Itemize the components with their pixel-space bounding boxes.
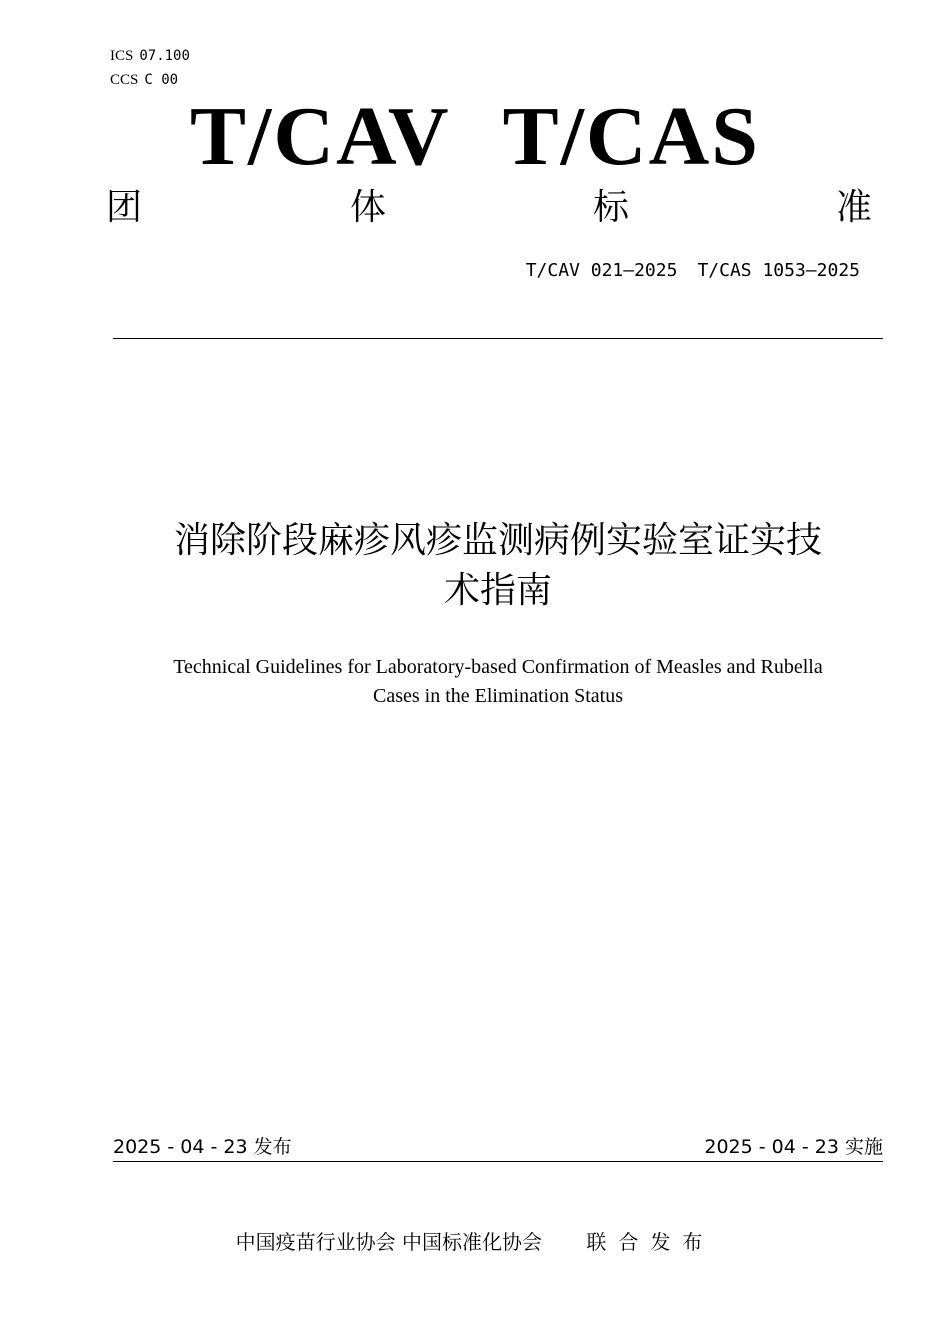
publish-date: 2025 - 04 - 23 发布: [113, 1136, 292, 1158]
ccs-value: C 00: [144, 72, 179, 88]
standard-number-cav: T/CAV 021—2025: [525, 260, 678, 281]
title-english: [110, 653, 886, 711]
top-divider: [113, 338, 883, 339]
issuer-org-2: 中国标准化协会: [402, 1230, 542, 1254]
standard-logo: [0, 92, 950, 182]
title-cn-line-1: 消除阶段麻疹风疹监测病例实验室证实技: [173, 520, 822, 561]
standard-number-cas: T/CAS 1053—2025: [697, 260, 860, 281]
ccs-line: [110, 70, 178, 90]
implement-date: 2025 - 04 - 23 实施: [704, 1136, 883, 1158]
title-cn-line-2: 术指南: [443, 570, 552, 611]
logo-cas: T/CAS: [502, 90, 760, 183]
category-char-1: 团: [106, 187, 143, 228]
bottom-divider: [113, 1161, 883, 1162]
standard-numbers: [526, 260, 860, 281]
title-en-line-1: Technical Guidelines for Laboratory-based Confirmation of Measles and Rubella: [173, 656, 823, 678]
ccs-label: CCS: [110, 72, 139, 88]
ics-line: [110, 46, 190, 66]
category-char-3: 标: [593, 187, 630, 228]
logo-cav: T/CAV: [190, 90, 451, 183]
category-char-4: 准: [836, 187, 873, 228]
issuer-org-1: 中国疫苗行业协会: [235, 1230, 396, 1254]
joint-issue-label: 联合发布: [586, 1230, 715, 1254]
title-chinese: [110, 516, 886, 616]
issuer-line: [0, 1226, 950, 1255]
ics-label: ICS: [110, 48, 134, 64]
category-char-2: 体: [350, 187, 387, 228]
title-en-line-2: Cases in the Elimination Status: [373, 685, 623, 707]
ics-value: 07.100: [139, 48, 190, 64]
